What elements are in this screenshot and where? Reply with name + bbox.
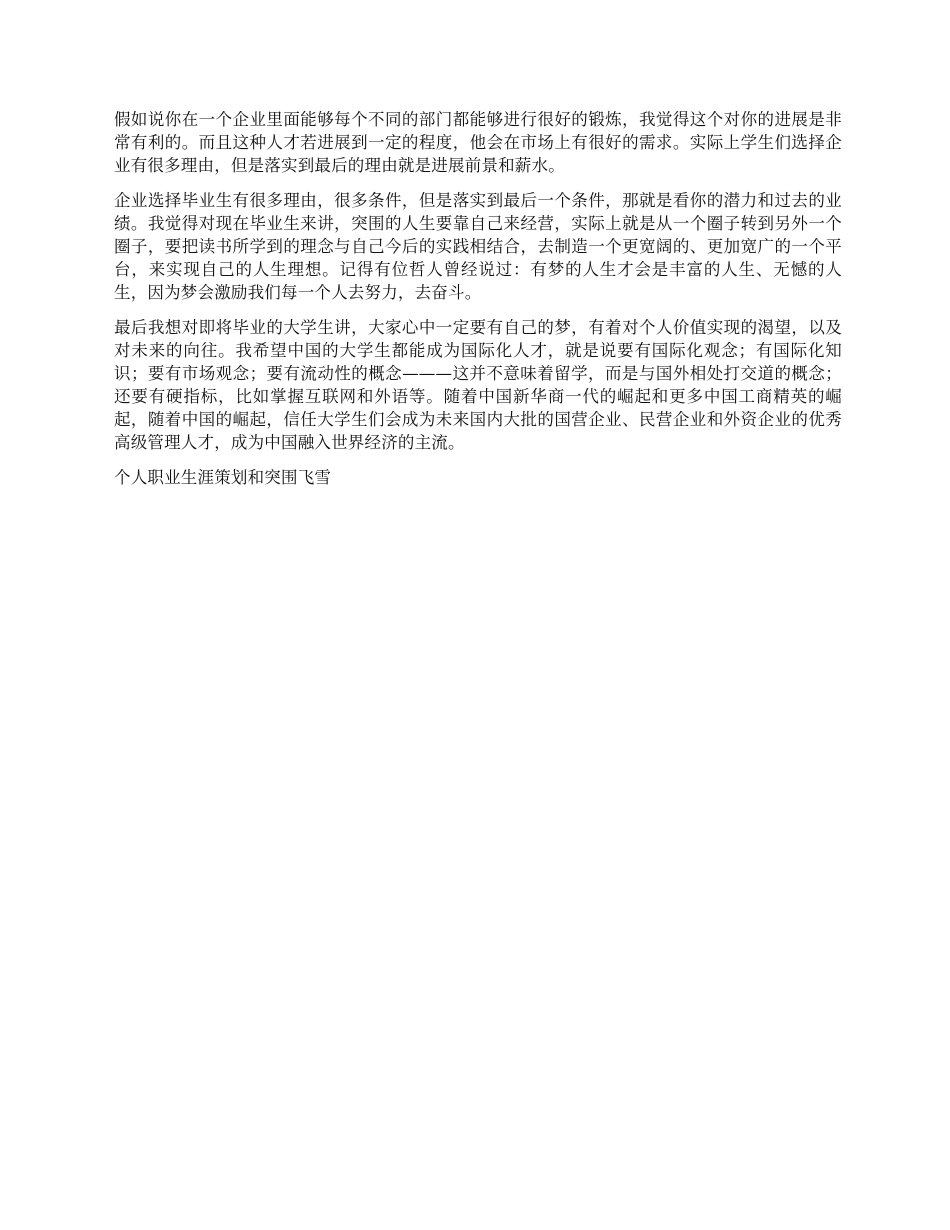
paragraph-2: 企业选择毕业生有很多理由，很多条件，但是落实到最后一个条件，那就是看你的潜力和过去的业绩。我觉得对现在毕业生来讲，突围的人生要靠自己来经营，实际上就是从一个圈子转到另外一个圈子，要把读书所学到的理念与自己今后的实践相结合，去制造一个更宽阔的、更加宽广的一个平台，来实现自己的人生理想。记得有位哲人曾经说过：有梦的人生才会是丰富的人生、无憾的人生，因为梦会激励我们每一个人去努力，去奋斗。	[114, 191, 842, 302]
closing-line: 个人职业生涯策划和突围飞雪	[114, 468, 332, 487]
document-body	[114, 108, 842, 489]
paragraph-1: 假如说你在一个企业里面能够每个不同的部门都能够进行很好的锻炼，我觉得这个对你的进展是非常有利的。而且这种人才若进展到一定的程度，他会在市场上有很好的需求。实际上学生们选择企业有很多理由，但是落实到最后的理由就是进展前景和薪水。	[114, 110, 842, 175]
paragraph-3: 最后我想对即将毕业的大学生讲，大家心中一定要有自己的梦，有着对个人价值实现的渴望，以及对未来的向往。我希望中国的大学生都能成为国际化人才，就是说要有国际化观念；有国际化知识；要有市场观念；要有流动性的概念———这并不意味着留学，而是与国外相处打交道的概念；还要有硬指标，比如掌握互联网和外语等。随着中国新华商一代的崛起和更多中国工商精英的崛起，随着中国的崛起，信任大学生们会成为未来国内大批的国营企业、民营企业和外资企业的优秀高级管理人才，成为中国融入世界经济的主流。	[114, 318, 842, 452]
